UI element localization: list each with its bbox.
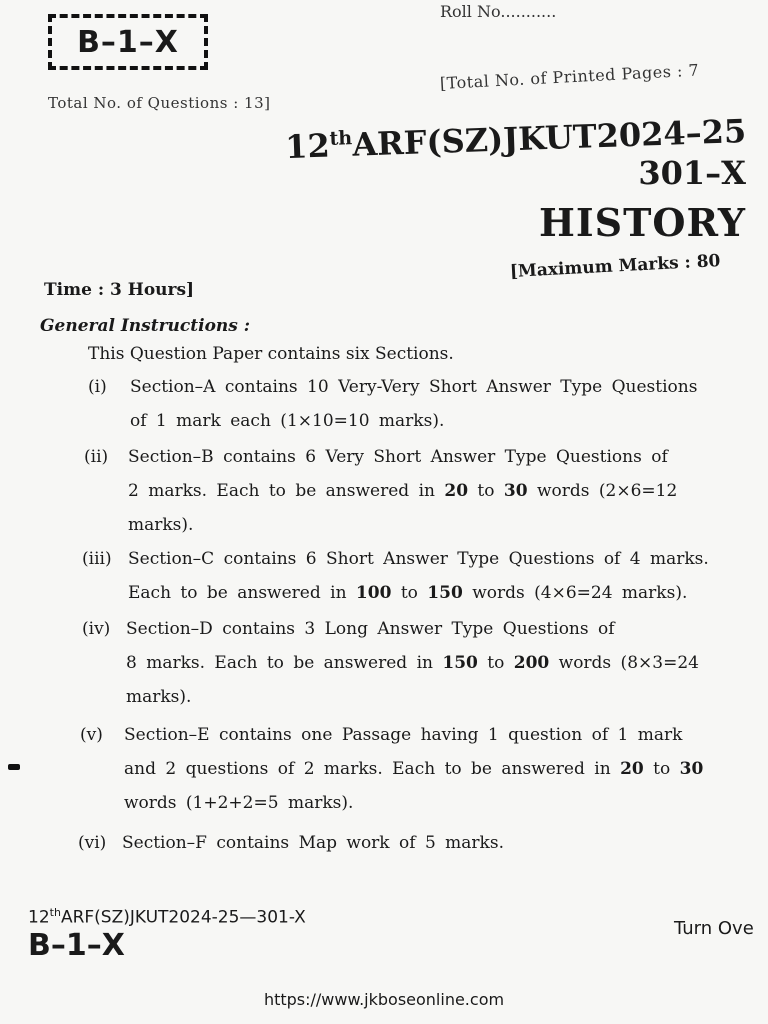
paper-code-box (48, 14, 208, 70)
time-allowed: Time : 3 Hours] (44, 280, 195, 300)
instruction-line (130, 404, 444, 438)
instruction-text: words (1+2+2=5 marks). (124, 793, 354, 813)
instruction-text: marks). (126, 687, 192, 707)
instruction-text: 2 marks. Each to be answered in (128, 481, 445, 501)
instruction-line (128, 508, 193, 542)
instruction-line (124, 752, 703, 786)
subject-title: HISTORY (538, 200, 746, 245)
instruction-line (128, 440, 668, 474)
instruction-line (128, 474, 677, 508)
instruction-number: (iv) (82, 619, 111, 639)
footer-series-post: ARF(SZ)JKUT2024-25—301-X (60, 907, 306, 928)
instruction-text: words (4×6=24 marks). (462, 583, 688, 603)
footer-series-pre: 12 (28, 907, 50, 928)
instruction-text: and 2 questions of 2 marks. Each to be answered in (124, 759, 621, 779)
instruction-number: (v) (80, 725, 103, 745)
instruction-text: Section–F contains Map work of 5 marks. (122, 833, 504, 853)
instruction-text: marks). (128, 515, 194, 535)
instructions-intro: This Question Paper contains six Sections. (88, 344, 454, 364)
word-limit-number: 30 (679, 759, 704, 779)
series-post: ARF(SZ)JKUT2024–25 (351, 112, 747, 164)
word-limit-number: 30 (503, 481, 528, 501)
instruction-line (122, 826, 504, 860)
word-limit-number: 100 (355, 583, 392, 603)
subject-code: 301–X (638, 154, 746, 192)
source-url: https://www.jkboseonline.com (263, 990, 505, 1009)
instruction-line (126, 646, 699, 680)
instruction-text: 8 marks. Each to be answered in (126, 653, 443, 673)
instruction-text: Section–D contains 3 Long Answer Type Questions of (126, 619, 615, 639)
footer-series-sup: th (49, 906, 61, 919)
instruction-number: (ii) (84, 447, 109, 467)
paper-code-text: B–1–X (77, 24, 179, 60)
instruction-line (128, 542, 709, 576)
word-limit-number: 150 (427, 583, 463, 603)
word-limit-number: 20 (444, 481, 469, 501)
instruction-text: to (391, 583, 428, 603)
word-limit-number: 150 (442, 653, 478, 673)
instruction-number: (i) (88, 377, 107, 397)
instruction-text: Section–C contains 6 Short Answer Type Questions of 4 marks. (128, 549, 709, 569)
instruction-text: to (468, 481, 504, 501)
instruction-text: words (2×6=12 (527, 481, 678, 501)
series-sup: th (329, 127, 353, 150)
instruction-text: words (8×3=24 (549, 653, 699, 673)
instruction-text: to (477, 653, 514, 673)
instruction-line (126, 612, 615, 646)
instruction-text: Section–A contains 10 Very-Very Short Answer Type Questions (130, 377, 698, 397)
instruction-text: to (643, 759, 680, 779)
word-limit-number: 20 (620, 759, 644, 779)
instruction-line (126, 680, 191, 714)
total-printed-pages: [Total No. of Printed Pages : 7 (439, 60, 700, 93)
instruction-line (130, 370, 697, 404)
maximum-marks: [Maximum Marks : 80 (509, 250, 721, 282)
roll-number-field: Roll No........... (440, 2, 557, 21)
instruction-text: Section–B contains 6 Very Short Answer Type Questions of (128, 447, 668, 467)
instruction-text: Section–E contains one Passage having 1 question of 1 mark (124, 725, 683, 745)
footer-series (28, 906, 306, 928)
scan-mark (8, 764, 20, 770)
footer-paper-code: B–1–X (28, 928, 125, 963)
instruction-number: (vi) (78, 833, 107, 853)
instruction-line (124, 718, 682, 752)
instructions-heading: General Instructions : (40, 316, 251, 336)
turn-over-note: Turn Ove (674, 918, 754, 939)
instruction-line (124, 786, 353, 820)
instruction-line (128, 576, 687, 610)
word-limit-number: 200 (513, 653, 550, 673)
instruction-number: (iii) (82, 549, 112, 569)
series-pre: 12 (284, 126, 331, 167)
total-questions: Total No. of Questions : 13] (48, 94, 271, 112)
instruction-text: Each to be answered in (128, 583, 356, 603)
instruction-text: of 1 mark each (1×10=10 marks). (130, 411, 445, 431)
